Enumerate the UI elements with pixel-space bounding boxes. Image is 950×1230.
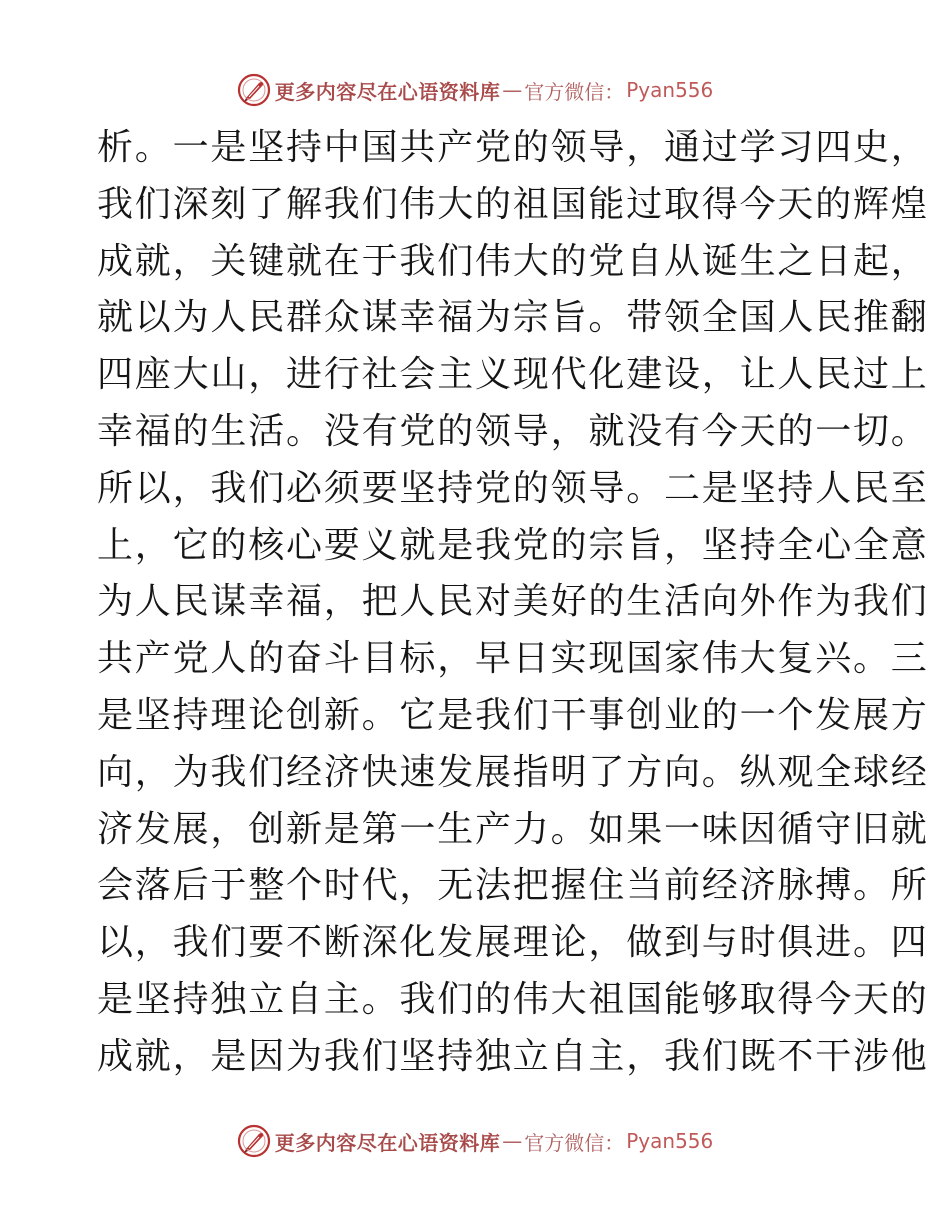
text-line: 以，我们要不断深化发展理论，做到与时俱进。四 xyxy=(97,922,929,964)
banner-wechat-label: 官方微信： xyxy=(524,79,625,104)
text-line: 济发展，创新是第一生产力。如果一味因循守旧就 xyxy=(97,808,929,850)
quill-pen-circle-icon xyxy=(237,1124,271,1158)
text-line: 共产党人的奋斗目标，早日实现国家伟大复兴。三 xyxy=(97,638,929,680)
footer-banner xyxy=(0,1123,950,1159)
banner-promo-text: 更多内容尽在心语资料库 xyxy=(274,1130,501,1155)
text-line: 上，它的核心要义就是我党的宗旨，坚持全心全意 xyxy=(97,524,929,566)
text-line: 成就，是因为我们坚持独立自主，我们既不干涉他 xyxy=(97,1035,929,1077)
text-line: 是坚持独立自主。我们的伟大祖国能够取得今天的 xyxy=(97,978,929,1020)
text-line: 析。一是坚持中国共产党的领导，通过学习四史， xyxy=(97,127,929,168)
banner-separator: — xyxy=(502,1129,523,1153)
text-line: 就以为人民群众谋幸福为宗旨。带领全国人民推翻 xyxy=(97,297,929,339)
header-banner xyxy=(0,72,950,108)
document-body xyxy=(97,120,929,1086)
banner-separator: — xyxy=(502,78,523,102)
quill-pen-circle-icon xyxy=(237,73,271,107)
text-line: 我们深刻了解我们伟大的祖国能过取得今天的辉煌 xyxy=(97,183,929,225)
text-line: 向，为我们经济快速发展指明了方向。纵观全球经 xyxy=(97,751,929,793)
text-line: 成就，关键就在于我们伟大的党自从诞生之日起， xyxy=(97,240,929,282)
banner-wechat-id: Pyan556 xyxy=(626,1129,714,1153)
text-line: 幸福的生活。没有党的领导，就没有今天的一切。 xyxy=(97,410,929,452)
text-line: 四座大山，进行社会主义现代化建设，让人民过上 xyxy=(97,354,929,396)
text-line: 会落后于整个时代，无法把握住当前经济脉搏。所 xyxy=(97,865,929,907)
text-line: 为人民谋幸福，把人民对美好的生活向外作为我们 xyxy=(97,581,929,623)
banner-promo-text: 更多内容尽在心语资料库 xyxy=(274,79,501,104)
text-line: 所以，我们必须要坚持党的领导。二是坚持人民至 xyxy=(97,467,929,509)
banner-wechat-id: Pyan556 xyxy=(626,78,714,102)
banner-wechat-label: 官方微信： xyxy=(524,1130,625,1155)
text-line: 是坚持理论创新。它是我们干事创业的一个发展方 xyxy=(97,694,929,736)
